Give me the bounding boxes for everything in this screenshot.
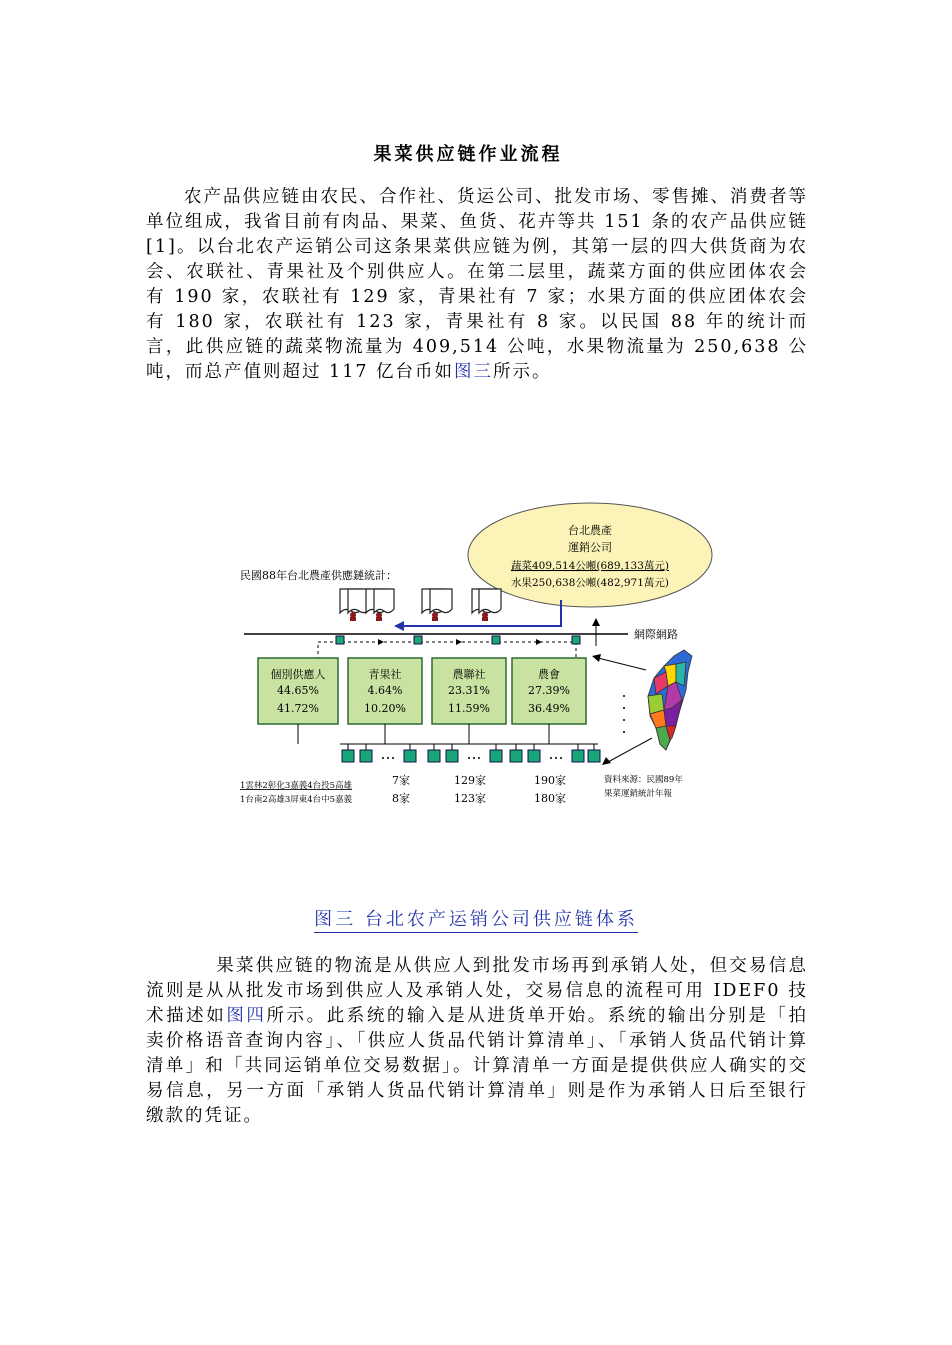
document-icon xyxy=(479,589,501,613)
figure-3-link[interactable]: 图三 xyxy=(454,362,494,382)
ellipse-line2: 運銷公司 xyxy=(568,541,612,554)
source-line2: 果菜運銷統計年報 xyxy=(604,789,673,799)
member-nodes xyxy=(348,744,594,750)
supplier-pct-fruit: 10.20% xyxy=(364,702,406,715)
figure-4-link[interactable]: 图四 xyxy=(226,1006,267,1026)
ellipse-line1: 台北農產 xyxy=(568,524,612,537)
intro-text-end: 所示。 xyxy=(493,362,552,382)
supplier-box xyxy=(348,658,422,724)
legend-line1: 1雲林2彰化3嘉義4台投5高雄 xyxy=(240,781,353,791)
supplier-box xyxy=(512,658,586,724)
supplier-pct-veg: 4.64% xyxy=(367,684,403,697)
supplier-name: 青果社 xyxy=(368,668,402,681)
flow-text: 果菜供应链的物流是从供应人到批发市场再到承销人处，但交易信息流则是从从批发市场到供应人及承销人处，交易信息的流程可用 IDEF0 技术描述如 xyxy=(146,956,808,1026)
bus-connectors xyxy=(298,724,598,744)
supplier-box xyxy=(258,658,338,724)
supplier-pct-veg: 27.39% xyxy=(528,684,570,697)
supplier-pct-veg: 44.65% xyxy=(277,684,319,697)
document-icon xyxy=(430,589,452,613)
supplier-pct-veg: 23.31% xyxy=(448,684,490,697)
count-nonghui-veg: 190家 xyxy=(534,774,566,787)
supplier-pct-fruit: 11.59% xyxy=(448,702,490,715)
intro-text: 农产品供应链由农民、合作社、货运公司、批发市场、零售摊、消费者等单位组成，我省目前有肉品、果菜、鱼货、花卉等共 151 条的农产品供应链[1]。以台北农产运销公司这条果菜供应链为例，其第一层的四大供货商为农会、农联社、青果社及个别供应人。在第二层里，蔬菜方面的供应团体农会有 190 家，农联社有 129 家，青果社有 7 家；水果方面的供应团体农会有 180 家，农联社有 123 家，青果社有 8 家。以民国 88 年的统计而言，此供应链的蔬菜物流量为 409,514 公吨，水果物流量为 250,638 公吨，而总产值则超过 117 亿台币如 xyxy=(146,187,808,382)
figure-caption[interactable] xyxy=(0,905,952,931)
taiwan-map xyxy=(648,650,692,750)
supplier-name: 農聯社 xyxy=(452,668,486,681)
source-line1: 資料來源：民國89年 xyxy=(604,775,683,785)
count-qingguo-fruit: 8家 xyxy=(392,792,410,805)
flow-text-end: 所示。此系统的输入是从进货单开始。系统的输出分别是「拍卖价格语音查询内容」、「供应人货品代销计算清单」、「承销人货品代销计算清单」和「共同运销单位交易数据」。计算清单一方面是提供供应人确实的交易信息，另一方面「承销人货品代销计算清单」则是作为承销人日后至银行缴款的凭证。 xyxy=(146,1006,808,1126)
figure-header-label: 民國88年台北農產供應鏈統計： xyxy=(240,569,397,582)
scroll-icons-extra xyxy=(366,589,394,613)
supplier-name: 農會 xyxy=(538,668,560,681)
count-nonglian-fruit: 123家 xyxy=(454,792,486,805)
supplier-pct-fruit: 41.72% xyxy=(277,702,319,715)
company-ellipse xyxy=(468,503,712,607)
supply-chain-figure xyxy=(236,500,716,820)
document-icons xyxy=(340,589,501,613)
intro-paragraph xyxy=(146,185,808,385)
person-icons xyxy=(350,612,488,621)
legend-line2: 1台南2高雄3屏東4台中5嘉義 xyxy=(240,795,353,805)
ellipse-line3: 蔬菜409,514公噸(689,133萬元) xyxy=(510,560,670,572)
network-label: 網際網路 xyxy=(634,628,678,641)
figure-caption-link[interactable]: 图三 台北农产运销公司供应链体系 xyxy=(314,909,638,933)
ellipse-line4: 水果250,638公噸(482,971萬元) xyxy=(510,577,670,589)
flow-paragraph xyxy=(146,954,808,1129)
count-nonglian-veg: 129家 xyxy=(454,774,486,787)
count-nonghui-fruit: 180家 xyxy=(534,792,566,805)
count-qingguo-veg: 7家 xyxy=(392,774,410,787)
supplier-pct-fruit: 36.49% xyxy=(528,702,570,715)
page-title: 果菜供应链作业流程 xyxy=(373,144,563,165)
supplier-name: 個別供應人 xyxy=(270,668,326,681)
supplier-box xyxy=(432,658,506,724)
